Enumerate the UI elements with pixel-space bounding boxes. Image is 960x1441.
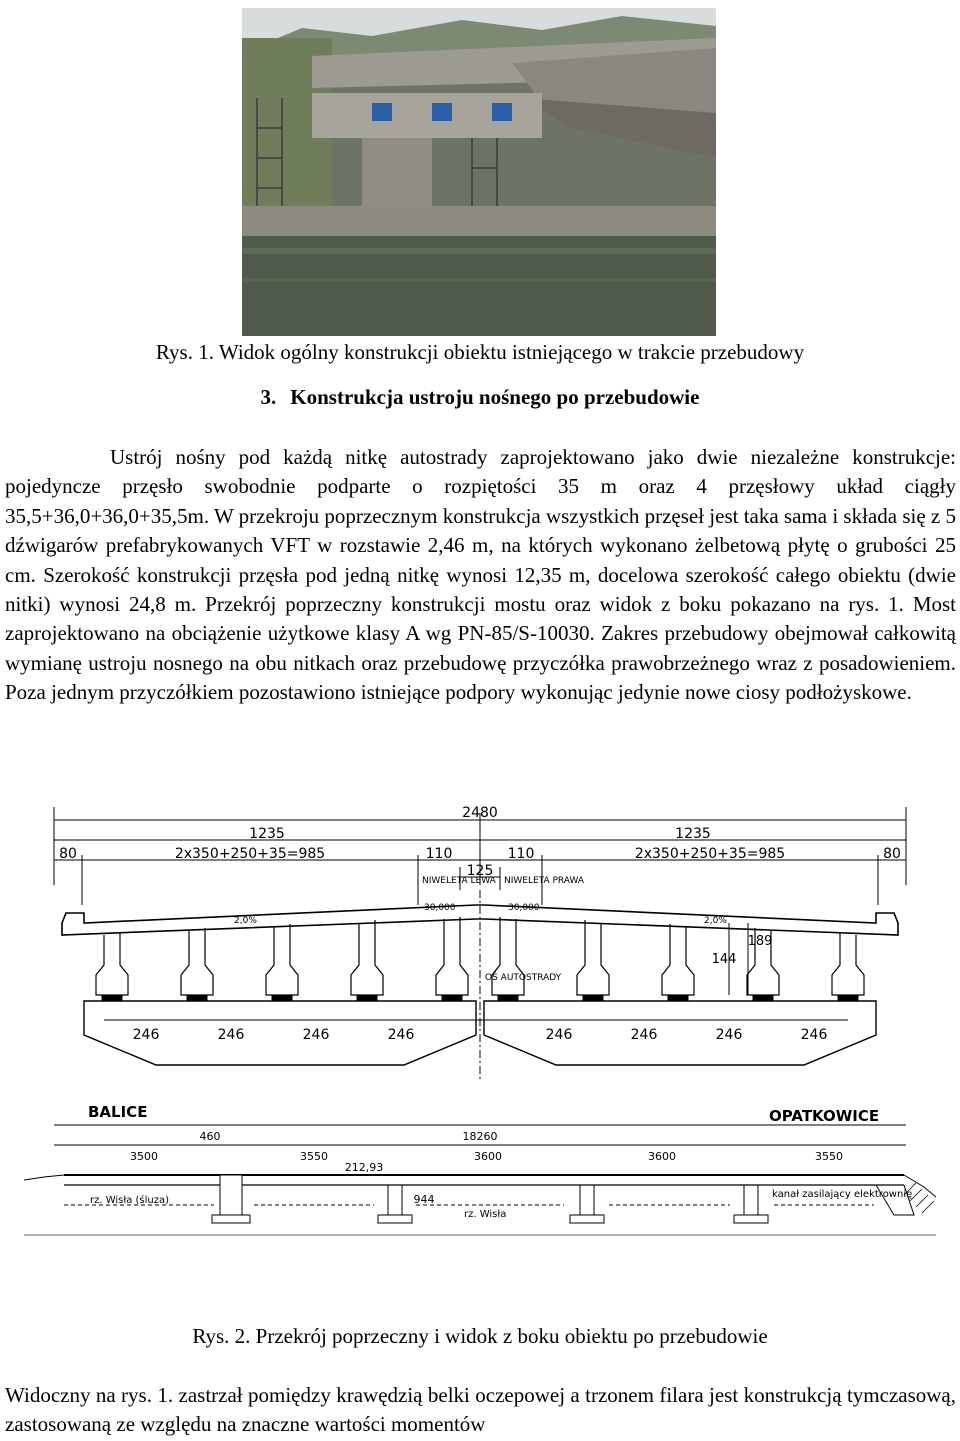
center-gap-label: 125 bbox=[466, 863, 494, 879]
girder-spacing-5: 246 bbox=[545, 1027, 573, 1043]
section-title: Konstrukcja ustroju nośnego po przebudowie bbox=[290, 385, 700, 409]
niweleta-left-label: NIWELETA LEWA bbox=[422, 876, 496, 886]
right-half-label: 1235 bbox=[675, 826, 711, 842]
elev-right-label: 30,000 bbox=[508, 903, 540, 913]
total-width-label: 2480 bbox=[462, 805, 498, 821]
closing-paragraph-text: Widoczny na rys. 1. zastrzał pomiędzy krawędzią belki oczepowej a trzonem filara jest konstrukcją tymczasową, zastosowaną ze względu na znaczne wartości momentów bbox=[5, 1383, 956, 1437]
height-a-label: 144 bbox=[711, 952, 737, 967]
girder-spacing-1: 246 bbox=[132, 1027, 160, 1043]
bridge-photo bbox=[242, 8, 716, 336]
section-heading bbox=[0, 385, 960, 410]
label-balice: BALICE bbox=[88, 1103, 148, 1121]
axis-label: OŚ AUTOSTRADY bbox=[485, 973, 562, 983]
total-length-label: 18260 bbox=[462, 1130, 498, 1143]
side-height-label: 944 bbox=[413, 1193, 435, 1206]
left-edge-label: 80 bbox=[59, 846, 77, 862]
right-edge-label: 80 bbox=[883, 846, 901, 862]
span-1-label: 3500 bbox=[130, 1150, 158, 1163]
channel-label: kanał zasilający elektrownię bbox=[772, 1189, 913, 1200]
girder-spacing-2: 246 bbox=[217, 1027, 245, 1043]
dim-460-label: 460 bbox=[199, 1130, 221, 1143]
span-4-label: 3600 bbox=[648, 1150, 676, 1163]
height-b-label: 189 bbox=[747, 934, 773, 949]
slope-left-label: 2,0% bbox=[234, 916, 257, 926]
left-mid-label: 110 bbox=[425, 846, 453, 862]
elevation-label: 212,93 bbox=[344, 1161, 384, 1174]
river-lock-label: rz. Wisła (śluza) bbox=[90, 1195, 170, 1206]
slope-right-label: 2,0% bbox=[704, 916, 727, 926]
girder-spacing-3: 246 bbox=[302, 1027, 330, 1043]
figure1-caption: Rys. 1. Widok ogólny konstrukcji obiektu istniejącego w trakcie przebudowy bbox=[155, 340, 805, 364]
span-5-label: 3550 bbox=[815, 1150, 843, 1163]
section-number: 3. bbox=[260, 385, 277, 409]
right-mid-label: 110 bbox=[507, 846, 535, 862]
left-span-formula: 2x350+250+35=985 bbox=[174, 846, 326, 862]
span-3-label: 3600 bbox=[474, 1150, 502, 1163]
girder-spacing-8: 246 bbox=[800, 1027, 828, 1043]
elev-left-label: 30,000 bbox=[424, 903, 456, 913]
section-paragraph: Ustrój nośny pod każdą nitkę autostrady zaprojektowano jako dwie niezależne konstrukcje: pojedyncze przęsło swobodnie podparte o rozpiętości 35 m oraz 4 przęsłowy układ ciągły 35,5+36,0+36,0+35,5m. W przekroju poprzecznym konstrukcja wszystkich przęseł jest taka sama i składa się z 5 dźwigarów prefabrykowanych VFT w rozstawie 2,46 m, na których wykonano żelbetową płytę o grubości 25 cm. Szerokość konstrukcji przęsła pod jedną nitkę wynosi 12,35 m, docelowa szerokość całego obiektu (dwie nitki) wynosi 24,8 m. Przekrój poprzeczny konstrukcji mostu oraz widok z boku pokazano na rys. 1. Most zaprojektowano na obciążenie użytkowe klasy A wg PN-85/S-10030. Zakres przebudowy obejmował całkowitą wymianę ustroju nosnego na obu nitkach oraz przebudowę przyczółka prawobrzeżnego wraz z posadowieniem. Poza jednym przyczółkiem pozostawiono istniejące podpory wykonując jedynie nowe ciosy podłożyskowe. bbox=[5, 445, 956, 705]
span-2-label: 3550 bbox=[300, 1150, 328, 1163]
girder-spacing-6: 246 bbox=[630, 1027, 658, 1043]
technical-drawing bbox=[24, 795, 936, 1315]
right-span-formula: 2x350+250+35=985 bbox=[634, 846, 786, 862]
figure2-caption: Rys. 2. Przekrój poprzeczny i widok z boku obiektu po przebudowie bbox=[192, 1324, 768, 1348]
girder-spacing-7: 246 bbox=[715, 1027, 743, 1043]
closing-paragraph bbox=[5, 1381, 956, 1440]
niweleta-right-label: NIWELETA PRAWA bbox=[504, 876, 585, 886]
section-body bbox=[5, 443, 956, 708]
river-label: rz. Wisła bbox=[464, 1209, 507, 1220]
label-opatkowice: OPATKOWICE bbox=[769, 1107, 880, 1125]
left-half-label: 1235 bbox=[249, 826, 285, 842]
girder-spacing-4: 246 bbox=[387, 1027, 415, 1043]
